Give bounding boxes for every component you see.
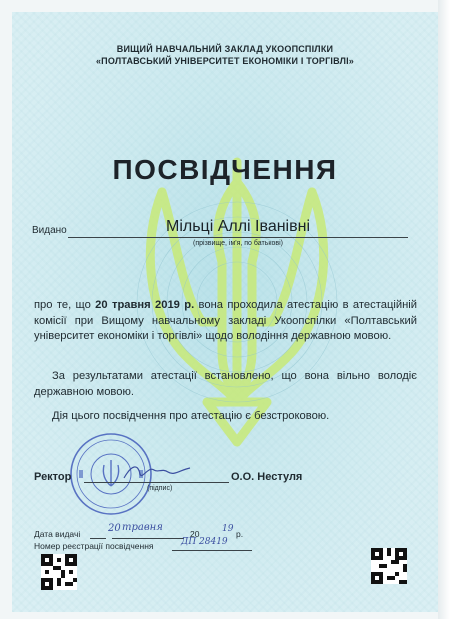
registration-number: ДП 28419 bbox=[181, 537, 228, 547]
rector-label: Ректор bbox=[34, 471, 72, 483]
issue-day: 20 bbox=[108, 523, 121, 534]
recipient-name: Мільці Аллі Іванівні bbox=[165, 218, 310, 235]
issue-year-prefix: 20 bbox=[190, 529, 200, 539]
attestation-pre: про те, що bbox=[34, 299, 96, 311]
name-hint: (прізвище, ім'я, по батькові) bbox=[193, 240, 283, 247]
qr-code-icon bbox=[41, 554, 77, 590]
name-underline bbox=[68, 237, 408, 238]
institution-line-2: «ПОЛТАВСЬКИЙ УНІВЕРСИТЕТ ЕКОНОМІКИ І ТОРГІВЛІ» bbox=[95, 56, 355, 66]
institution-line-1: ВИЩИЙ НАВЧАЛЬНИЙ ЗАКЛАД УКООПСПІЛКИ bbox=[116, 44, 334, 54]
signature-hint: (підпис) bbox=[147, 485, 173, 492]
attestation-paragraph bbox=[34, 298, 417, 345]
qr-code-icon bbox=[371, 548, 407, 584]
permanence-paragraph: Дія цього посвідчення про атестацію є безстроковою. bbox=[52, 410, 330, 422]
issue-year-unit: р. bbox=[236, 529, 244, 539]
signature-line bbox=[84, 482, 229, 483]
issued-label: Видано bbox=[32, 225, 67, 236]
rector-name: О.О. Нестуля bbox=[231, 471, 303, 483]
registration-line bbox=[172, 550, 252, 551]
result-paragraph: За результатами атестації встановлено, що вона вільно володіє державною мовою. bbox=[34, 370, 417, 398]
certificate bbox=[12, 12, 438, 612]
signature-icon bbox=[122, 460, 192, 482]
issue-month: травня bbox=[122, 522, 163, 533]
issue-year-suffix: 19 bbox=[222, 524, 234, 534]
date-month-line bbox=[112, 538, 184, 539]
attestation-date: 20 травня 2019 р. bbox=[95, 299, 195, 311]
scan-edge bbox=[438, 0, 450, 619]
registration-label: Номер реєстрації посвідчення bbox=[34, 541, 154, 551]
issue-date-label: Дата видачі bbox=[34, 529, 81, 539]
attestation-post: вона проходила атестацію в атестаційній комісії при Вищому навчальному закладі Укоопспілки «Полтавський університет економіки і торгівлі» щодо володіння державною мовою. bbox=[34, 299, 417, 342]
document-title: ПОСВІДЧЕННЯ bbox=[112, 154, 338, 185]
date-day-line bbox=[90, 538, 106, 539]
